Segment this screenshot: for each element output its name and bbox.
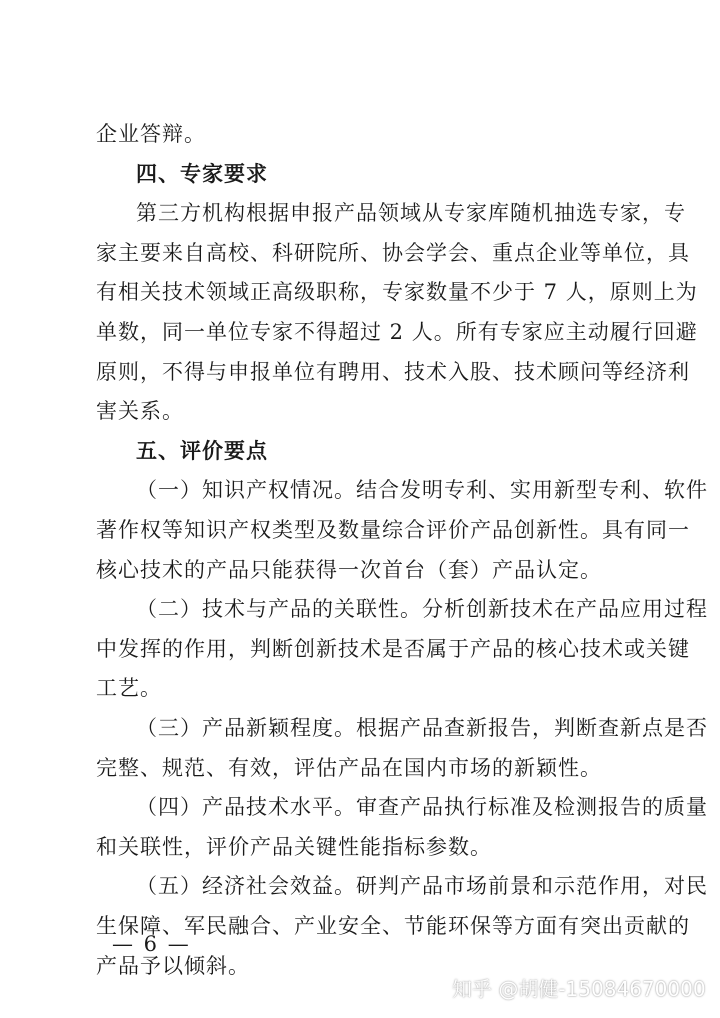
paragraph-line: （二）技术与产品的关联性。分析创新技术在产品应用过程	[136, 597, 708, 621]
paragraph-line: 有相关技术领域正高级职称，专家数量不少于 7 人，原则上为	[96, 280, 698, 304]
paragraph-line: 工艺。	[96, 676, 162, 700]
paragraph-line: （五）经济社会效益。研判产品市场前景和示范作用，对民	[136, 874, 708, 898]
paragraph-line: （三）产品新颖程度。根据产品查新报告，判断查新点是否	[136, 716, 708, 740]
paragraph-line: 家主要来自高校、科研院所、协会学会、重点企业等单位，具	[96, 241, 690, 265]
paragraph-line: 第三方机构根据申报产品领域从专家库随机抽选专家，专	[136, 201, 686, 225]
paragraph-line: （四）产品技术水平。审查产品执行标准及检测报告的质量	[136, 795, 708, 819]
paragraph-line: 中发挥的作用，判断创新技术是否属于产品的核心技术或关键	[96, 637, 690, 661]
page-number: — 6 —	[112, 932, 191, 956]
paragraph-line: 生保障、军民融合、产业安全、节能环保等方面有突出贡献的	[96, 914, 690, 938]
paragraph-line: 产品予以倾斜。	[96, 954, 250, 978]
paragraph-line: 原则，不得与申报单位有聘用、技术入股、技术顾问等经济利	[96, 360, 690, 384]
watermark: 知乎 @胡健-15084670000	[452, 977, 706, 1001]
paragraph-line: 著作权等知识产权类型及数量综合评价产品创新性。具有同一	[96, 518, 690, 542]
paragraph-line: 核心技术的产品只能获得一次首台（套）产品认定。	[96, 558, 602, 582]
paragraph-line: 单数，同一单位专家不得超过 2 人。所有专家应主动履行回避	[96, 320, 698, 344]
paragraph-line: 害关系。	[96, 399, 184, 423]
paragraph-line: 企业答辩。	[96, 122, 206, 146]
paragraph-line: 完整、规范、有效，评估产品在国内市场的新颖性。	[96, 756, 602, 780]
section-heading-expert-requirements: 四、专家要求	[136, 162, 268, 186]
section-heading-evaluation-points: 五、评价要点	[136, 439, 268, 463]
paragraph-line: （一）知识产权情况。结合发明专利、实用新型专利、软件	[136, 478, 708, 502]
paragraph-line: 和关联性，评价产品关键性能指标参数。	[96, 835, 492, 859]
